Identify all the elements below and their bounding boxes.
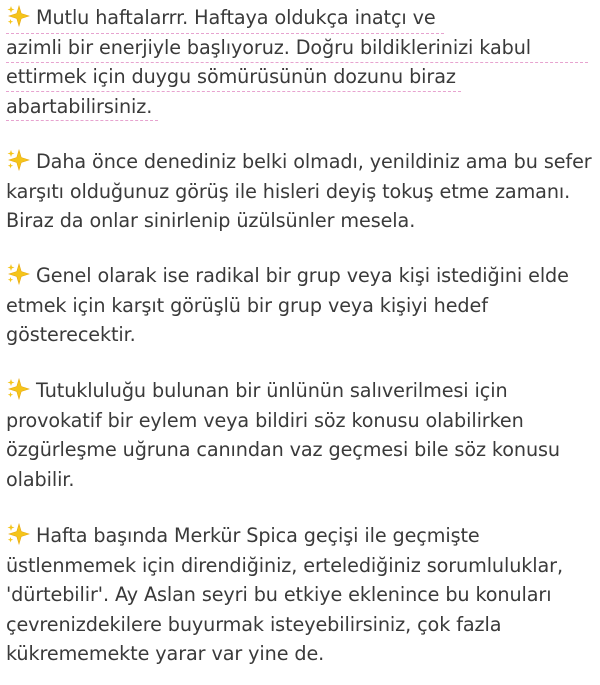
paragraph-1-line-4: abartabilirsiniz. [6, 94, 153, 118]
paragraph-3-line-2: etmek için karşıt görüşlü bir grup veya kişiyi hedef [6, 293, 488, 317]
paragraph-2 [6, 147, 596, 236]
paragraph-4-line-3: özgürleşme uğruna canından vaz geçmesi bile söz konusu [6, 438, 560, 461]
paragraph-2-line-1: Daha önce denediniz belki olmadı, yenildiniz ama bu sefer [36, 150, 592, 173]
paragraph-4 [6, 376, 596, 494]
paragraph-4-line-1: Tutukluluğu bulunan bir ünlünün salıverilmesi için [36, 379, 508, 402]
paragraph-2-line-3: Biraz da onlar sinirlenip üzülsünler mesela. [6, 209, 416, 232]
paragraph-3-line-1: Genel olarak ise radikal bir grup veya kişi istediğini elde [36, 264, 569, 287]
paragraph-3-line-3: gösterecektir. [6, 323, 136, 346]
paragraph-5-line-5: kükrememekte yarar var yine de. [6, 642, 325, 665]
paragraph-5-line-2: üstlenmemek için direndiğiniz, ertelediğiniz sorumluluklar, [6, 553, 563, 577]
sparkles-icon [6, 263, 31, 285]
paragraph-5-line-3: 'dürtebilir'. Ay Aslan seyri bu etkiye eklenince bu konuları [6, 583, 552, 606]
paragraph-4-line-2: provokatif bir eylem veya bildiri söz konusu olabilirken [6, 408, 524, 432]
paragraph-2-line-2: karşıtı olduğunuz görüş ile hisleri deyiş tokuş etme zamanı. [6, 179, 571, 203]
sparkles-icon [6, 149, 31, 171]
paragraph-5 [6, 521, 596, 669]
underline-dashes [6, 33, 444, 34]
paragraph-4-line-4: olabilir. [6, 467, 75, 491]
paragraph-5-line-1: Hafta başında Merkür Spica geçişi ile geçmişte [36, 524, 480, 547]
paragraph-3 [6, 261, 596, 350]
paragraph-5-line-4: çevrenizdekilere buyurmak isteyebilirsiniz, çok fazla [6, 612, 502, 636]
underline-dashes [6, 62, 588, 63]
underline-dashes [6, 120, 158, 121]
paragraph-1-line-3: ettirmek için duygu sömürüsünün dozunu biraz [6, 65, 456, 88]
underline-dashes [6, 91, 461, 92]
sparkles-icon [6, 378, 31, 400]
paragraph-1-line-1: Mutlu haftalarrr. Haftaya oldukça inatçı ve [36, 6, 436, 29]
sparkles-icon [6, 5, 31, 27]
sparkles-icon [6, 523, 31, 545]
paragraph-1-line-2: azimli bir enerjiyle başlıyoruz. Doğru bildiklerinizi kabul [6, 35, 531, 59]
